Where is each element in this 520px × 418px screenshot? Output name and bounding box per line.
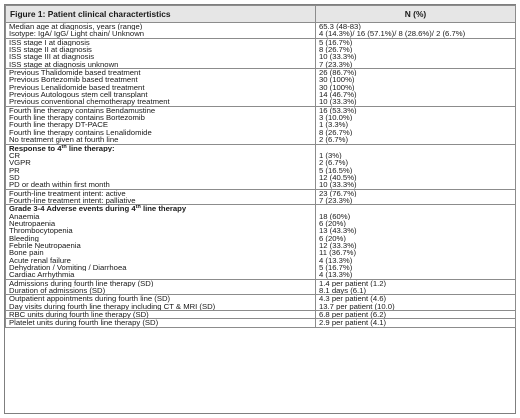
table-header-row (6, 6, 516, 23)
row-value: 13.7 per patient (10.0) (319, 302, 395, 311)
label-cell (6, 106, 316, 144)
row-label: RBC units during fourth line therapy (SD) (9, 311, 149, 319)
row-label: Platelet units during fourth line therapy (SD) (9, 319, 159, 327)
row-value: 11 (36.7%) (319, 249, 357, 257)
value-cell (316, 38, 516, 68)
row-label: Febrile Neutropaenia (9, 241, 81, 250)
label-cell (6, 69, 316, 107)
row-value: 5 (16.7%) (319, 38, 353, 47)
row-value: 30 (100%) (319, 83, 355, 92)
row-label: Previous conventional chemotherapy treatment (9, 98, 170, 106)
row-label: Day visits during fourth line therapy including CT & MRI (SD) (9, 302, 216, 311)
row-value: 7 (23.3%) (319, 196, 353, 205)
row-label: Previous Autologous stem cell transplant (9, 91, 148, 99)
row-label: Neutropaenia (9, 219, 56, 228)
value-column-header: N (%) (316, 6, 516, 23)
row-label: Fourth-line treatment intent: active (9, 189, 126, 197)
row-label: ISS stage II at diagnosis (9, 46, 92, 54)
row-value: 30 (100%) (319, 76, 355, 84)
row-label: CR (9, 151, 21, 160)
row-value: 13 (43.3%) (319, 227, 357, 235)
section-heading-text: Response to 4 (9, 144, 62, 152)
row-value: 5 (16.5%) (319, 166, 353, 174)
value-cell (316, 144, 516, 189)
row-value: 8 (26.7%) (319, 46, 353, 54)
row-value: 1 (3.3%) (319, 121, 349, 129)
clinical-characteristics-document (4, 4, 516, 414)
row-value: 10 (33.3%) (319, 53, 357, 61)
row-value: 4 (13.3%) (319, 271, 353, 279)
value-cell (316, 279, 516, 295)
row-value: 10 (33.3%) (319, 181, 357, 189)
row-label: PR (9, 166, 20, 174)
table-row-group (6, 319, 516, 327)
heading-spacer (319, 145, 512, 152)
table-row-group (6, 189, 516, 205)
row-value: 6 (20%) (319, 219, 346, 228)
table-row-group (6, 144, 516, 189)
row-label: Fourth-line treatment intent: palliative (9, 196, 136, 205)
value-cell (316, 319, 516, 327)
row-label: Fourth line therapy contains Bortezomib (9, 114, 145, 122)
row-label: No treatment given at fourth line (9, 136, 119, 144)
row-label: ISS stage I at diagnosis (9, 38, 90, 47)
table-body (6, 23, 516, 328)
value-cell (316, 311, 516, 319)
table-row-group (6, 23, 516, 39)
value-cell (316, 106, 516, 144)
row-value: 10 (33.3%) (319, 98, 357, 106)
section-heading-superscript: th (61, 144, 67, 150)
row-value: 6.8 per patient (6.2) (319, 311, 387, 319)
section-heading-suffix: line therapy (140, 205, 187, 213)
value-cell (316, 23, 516, 39)
label-cell (6, 295, 316, 311)
row-value: 6 (20%) (319, 234, 346, 242)
row-label: PD or death within first month (9, 181, 110, 189)
row-value: 4 (13.3%) (319, 256, 353, 264)
row-value: 4.3 per patient (4.6) (319, 295, 387, 303)
row-value: 8.1 days (6.1) (319, 287, 367, 295)
row-label: SD (9, 173, 20, 182)
row-value: 12 (40.5%) (319, 173, 357, 182)
label-cell (6, 279, 316, 295)
row-label: Fourth line therapy contains Bendamustine (9, 106, 156, 115)
table-title: Figure 1: Patient clinical charactertistics (6, 6, 316, 23)
row-value: 3 (10.0%) (319, 114, 353, 122)
row-value: 23 (76.7%) (319, 189, 357, 197)
section-heading-text: Grade 3-4 Adverse events during 4 (9, 205, 136, 213)
label-cell (6, 38, 316, 68)
value-cell (316, 189, 516, 205)
row-value: 14 (46.7%) (319, 91, 357, 99)
label-cell (6, 189, 316, 205)
heading-spacer (319, 205, 512, 212)
row-label: Anaemia (9, 212, 40, 220)
row-value: 2 (6.7%) (319, 159, 349, 167)
row-label: Previous Thalidomide based treatment (9, 69, 141, 77)
row-label: Duration of admissions (SD) (9, 287, 106, 295)
section-heading (9, 145, 312, 152)
row-value: 2.9 per patient (4.1) (319, 319, 387, 327)
row-value: 7 (23.3%) (319, 60, 353, 69)
row-value: 2 (6.7%) (319, 136, 349, 144)
table-row-group (6, 106, 516, 144)
label-cell (6, 144, 316, 189)
row-value: 16 (53.3%) (319, 106, 357, 115)
row-label: Cardiac Arrhythmia (9, 271, 75, 279)
section-heading-suffix: line therapy: (66, 144, 115, 152)
section-heading-superscript: th (135, 205, 141, 211)
row-value: 4 (14.3%)/ 16 (57.1%)/ 8 (28.6%)/ 2 (6.7%) (319, 30, 466, 38)
row-value: 5 (16.7%) (319, 264, 353, 272)
row-value: 1 (3%) (319, 151, 342, 160)
row-label: Admissions during fourth line therapy (SD) (9, 279, 154, 288)
row-label: Acute renal failure (9, 256, 71, 264)
row-label: Bone pain (9, 249, 44, 257)
label-cell (6, 23, 316, 39)
row-label: Thrombocytopenia (9, 227, 73, 235)
row-value: 26 (86.7%) (319, 69, 357, 77)
row-label: Isotype: IgA/ IgG/ Light chain/ Unknown (9, 30, 145, 38)
label-cell (6, 319, 316, 327)
value-cell (316, 69, 516, 107)
patient-characteristics-table (5, 5, 516, 328)
row-label: Dehydration / Vomiting / Diarrhoea (9, 264, 127, 272)
table-row-group (6, 69, 516, 107)
table-row-group (6, 38, 516, 68)
row-value: 8 (26.7%) (319, 128, 353, 137)
row-value: 12 (33.3%) (319, 241, 357, 250)
row-label: VGPR (9, 159, 31, 167)
row-value: 65.3 (48-83) (319, 23, 361, 31)
row-label: Fourth line therapy DT-PACE (9, 121, 108, 129)
table-row-group (6, 279, 516, 295)
row-label: Fourth line therapy contains Lenalidomide (9, 128, 152, 137)
row-label: ISS stage III at diagnosis (9, 53, 95, 61)
table-row-group (6, 311, 516, 319)
row-label: Median age at diagnosis, years (range) (9, 23, 143, 31)
row-label: ISS stage at diagnosis unknown (9, 60, 119, 69)
value-cell (316, 205, 516, 279)
row-value: 18 (60%) (319, 212, 351, 220)
row-label: Outpatient appointments during fourth line (SD) (9, 295, 171, 303)
section-heading (9, 205, 312, 212)
row-label: Bleeding (9, 234, 39, 242)
value-cell (316, 295, 516, 311)
row-label: Previous Bortezomib based treatment (9, 76, 138, 84)
label-cell (6, 311, 316, 319)
table-row-group (6, 205, 516, 279)
label-cell (6, 205, 316, 279)
table-row-group (6, 295, 516, 311)
row-value: 1.4 per patient (1.2) (319, 279, 387, 288)
row-label: Previous Lenalidomide based treatment (9, 83, 145, 92)
